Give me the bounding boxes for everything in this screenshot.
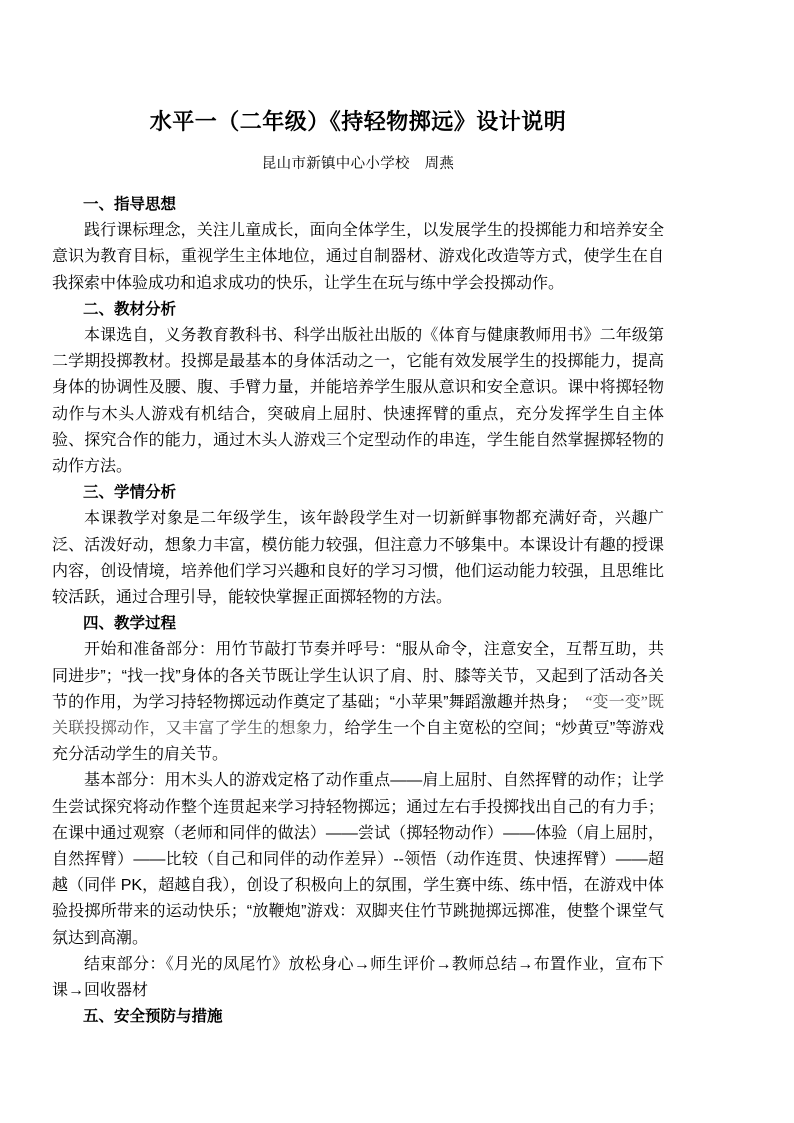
opening-part-text-c: 给学生一个自主宽松的空间；“炒黄豆”等游戏充分活动学生的肩关节。 [52, 720, 664, 764]
section-heading-5: 五、安全预防与措施 [83, 1008, 223, 1026]
section-paragraph-end-part: 结束部分：《月光的凤尾竹》放松身心→师生评价→教师总结→布置作业，宣布下课→回收器材 [52, 955, 664, 1000]
section-paragraph-basic-part: 基本部分：用木头人的游戏定格了动作重点——肩上屈肘、自然挥臂的动作；让学生尝试探究将动作整个连贯起来学习持轻物掷远；通过左右手投掷找出自己的有力手；在课中通过观察（老师和同伴的做法）——尝试（掷轻物动作）——体验（肩上屈肘，自然挥臂）——比较（自己和同伴的动作差异）--领悟（动作连贯、快速挥臂）——超越（同伴 PK，超越自我），创设了积极向上的氛围，学生赛中练、练中悟，在游戏中体验投掷所带来的运动快乐；“放鞭炮”游戏：双脚夹住竹节跳抛掷远掷准，使整个课堂气氛达到高潮。 [52, 772, 664, 947]
page-title: 水平一（二年级）《持轻物掷远》设计说明 [149, 109, 567, 134]
section-paragraph-opening [52, 637, 664, 768]
section-paragraph-2-1: 本课选自，义务教育教科书、科学出版社出版的《体育与健康教师用书》二年级第二学期投掷教材。投掷是最基本的身体活动之一，它能有效发展学生的投掷能力，提高身体的协调性及腰、腹、手臂力量，并能培养学生服从意识和安全意识。课中将掷轻物动作与木头人游戏有机结合，突破肩上屈肘、快速挥臂的重点，充分发挥学生自主体验、探究合作的能力，通过木头人游戏三个定型动作的串连，学生能自然掌握掷轻物的动作方法。 [52, 327, 664, 476]
section-guiding-ideology [52, 174, 664, 297]
opening-part-text-a: 开始和准备部分：用竹节敲打节奏并呼号：“服从命令，注意安全，互帮互助，共同进步”；“找一找”身体的各关节既让学生认识了肩、肘、膝等关节，又起到了活动各关节的作用，为学习持轻物掷远动作奠定了基础；“小苹果”舞蹈激趣并热身； [52, 641, 664, 711]
opening-part-text-b: “变一变”既关联投掷动作，又丰富了学生的想象力， [52, 693, 664, 738]
section-student-analysis [52, 480, 664, 611]
section-safety-measures [52, 1004, 664, 1030]
section-material-analysis [52, 297, 664, 480]
section-paragraph-1-1: 践行课标理念，关注儿童成长，面向全体学生，以发展学生的投掷能力和培养安全意识为教育目标，重视学生主体地位，通过自制器材、游戏化改造等方式，使学生在自我探索中体验成功和追求成功的快乐，让学生在玩与练中学会投掷动作。 [52, 222, 664, 292]
section-paragraph-3-1: 本课教学对象是二年级学生，该年龄段学生对一切新鲜事物都充满好奇，兴趣广泛、活泼好动，想象力丰富，模仿能力较强，但注意力不够集中。本课设计有趣的授课内容，创设情境，培养他们学习兴趣和良好的学习习惯，他们运动能力较强，且思维比较活跃，通过合理引导，能较快掌握正面掷轻物的方法。 [52, 510, 664, 607]
section-heading-2: 二、教材分析 [83, 300, 177, 318]
section-heading-1: 一、指导思想 [83, 196, 177, 213]
section-teaching-process [52, 611, 664, 1004]
document-body [52, 0, 664, 1031]
author-byline: 昆山市新镇中心小学校 周燕 [261, 156, 455, 172]
section-heading-3: 三、学情分析 [83, 484, 177, 502]
section-heading-4: 四、教学过程 [83, 615, 177, 633]
